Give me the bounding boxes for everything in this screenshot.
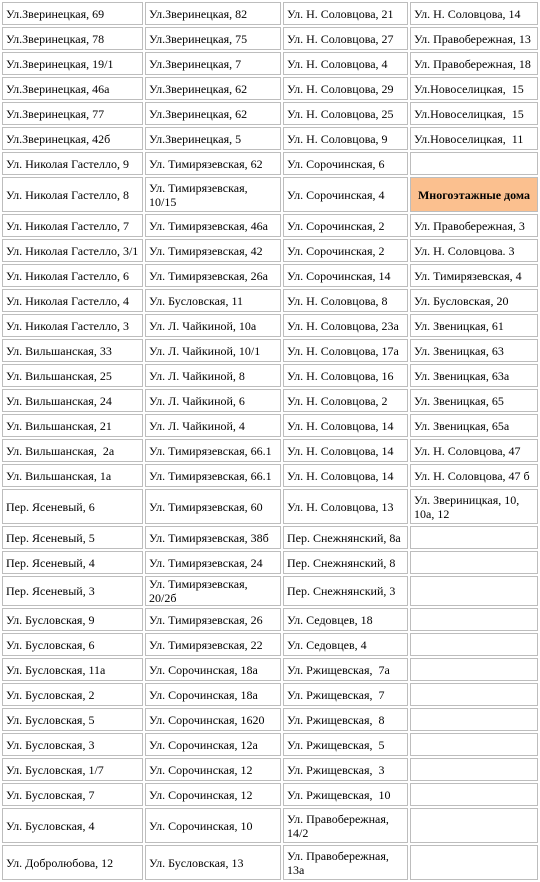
- table-cell: Ул. Звеницкая, 65: [410, 389, 538, 412]
- table-cell: Ул. Сорочинская, 4: [283, 177, 408, 212]
- table-row: [2, 52, 538, 75]
- table-cell: Ул. Вильшанская, 2а: [2, 439, 143, 462]
- table-row: [2, 576, 538, 606]
- table-cell: Ул.Зверинецкая, 42б: [2, 127, 143, 150]
- table-cell-empty: [410, 708, 538, 731]
- table-cell-empty: [410, 845, 538, 880]
- table-cell-empty: [410, 576, 538, 606]
- table-cell: Ул. Вильшанская, 1а: [2, 464, 143, 487]
- table-cell: Ул. Тимирязевская, 24: [145, 551, 281, 574]
- table-row: [2, 808, 538, 843]
- table-cell: Ул.Зверинецкая, 7: [145, 52, 281, 75]
- table-row: [2, 464, 538, 487]
- table-row: [2, 289, 538, 312]
- table-cell: Ул. Николая Гастелло, 9: [2, 152, 143, 175]
- table-cell: Ул. Ржищевская, 5: [283, 733, 408, 756]
- table-cell: Ул. Правобережная, 14/2: [283, 808, 408, 843]
- table-cell: Ул. Тимирязевская, 42: [145, 239, 281, 262]
- table-cell-empty: [410, 526, 538, 549]
- table-cell: Ул. Тимирязевская, 22: [145, 633, 281, 656]
- table-cell: Ул. Сорочинская, 2: [283, 214, 408, 237]
- table-row: [2, 526, 538, 549]
- table-cell: Ул. Седовцев, 18: [283, 608, 408, 631]
- table-cell: Ул. Николая Гастелло, 3: [2, 314, 143, 337]
- table-cell: Ул. Тимирязевская, 60: [145, 489, 281, 524]
- table-cell-empty: [410, 551, 538, 574]
- table-row: [2, 2, 538, 25]
- table-cell: Ул.Зверинецкая, 75: [145, 27, 281, 50]
- table-cell: Ул. Ржищевская, 3: [283, 758, 408, 781]
- table-cell: Ул. Вильшанская, 25: [2, 364, 143, 387]
- table-cell: Ул. Добролюбова, 12: [2, 845, 143, 880]
- table-cell-empty: [410, 783, 538, 806]
- table-cell: Ул. Л. Чайкиной, 8: [145, 364, 281, 387]
- table-cell: Ул. Н. Соловцова, 47: [410, 439, 538, 462]
- table-row: [2, 152, 538, 175]
- table-cell: Ул. Тимирязевская, 10/15: [145, 177, 281, 212]
- table-cell: Ул. Николая Гастелло, 7: [2, 214, 143, 237]
- table-cell: Ул. Тимирязевская, 38б: [145, 526, 281, 549]
- table-cell: Ул.Зверинецкая, 62: [145, 77, 281, 100]
- table-cell: Ул. Вильшанская, 33: [2, 339, 143, 362]
- table-cell: Ул. Сорочинская, 1620: [145, 708, 281, 731]
- table-cell: Ул. Вильшанская, 21: [2, 414, 143, 437]
- table-cell: Ул. Сорочинская, 12а: [145, 733, 281, 756]
- table-cell: Ул. Бусловская, 11: [145, 289, 281, 312]
- table-cell-empty: [410, 683, 538, 706]
- table-cell: Ул. Правобережная, 3: [410, 214, 538, 237]
- table-cell: Ул. Н. Соловцова, 21: [283, 2, 408, 25]
- table-cell: Ул. Н. Соловцова, 29: [283, 77, 408, 100]
- table-cell-empty: [410, 733, 538, 756]
- table-row: [2, 783, 538, 806]
- table-cell-empty: [410, 808, 538, 843]
- table-cell: Ул.Зверинецкая, 5: [145, 127, 281, 150]
- table-cell: Пер. Снежнянский, 8: [283, 551, 408, 574]
- table-cell: Ул. Н. Соловцова. 3: [410, 239, 538, 262]
- table-cell: Ул. Николая Гастелло, 3/1: [2, 239, 143, 262]
- table-cell: Ул. Н. Соловцова, 13: [283, 489, 408, 524]
- table-cell: Ул.Новоселицкая, 11: [410, 127, 538, 150]
- table-cell: Ул. Н. Соловцова, 4: [283, 52, 408, 75]
- table-cell: Ул. Тимирязевская, 4: [410, 264, 538, 287]
- table-row: [2, 658, 538, 681]
- table-cell: Ул. Звериницкая, 10, 10а, 12: [410, 489, 538, 524]
- table-cell: Ул. Бусловская, 20: [410, 289, 538, 312]
- table-cell: Пер. Ясеневый, 3: [2, 576, 143, 606]
- table-cell: Пер. Ясеневый, 4: [2, 551, 143, 574]
- table-cell: Ул.Зверинецкая, 19/1: [2, 52, 143, 75]
- table-cell: Ул. Бусловская, 6: [2, 633, 143, 656]
- table-cell: Ул. Сорочинская, 12: [145, 783, 281, 806]
- table-cell: Ул. Л. Чайкиной, 10а: [145, 314, 281, 337]
- table-row: [2, 733, 538, 756]
- table-cell: Ул. Бусловская, 5: [2, 708, 143, 731]
- table-cell: Ул.Зверинецкая, 46а: [2, 77, 143, 100]
- table-row: [2, 683, 538, 706]
- table-cell: Ул. Н. Соловцова, 14: [410, 2, 538, 25]
- table-cell: Ул. Бусловская, 2: [2, 683, 143, 706]
- address-table-body: [2, 2, 538, 880]
- table-cell: Ул. Звеницкая, 63а: [410, 364, 538, 387]
- table-row: [2, 551, 538, 574]
- table-cell: Ул. Тимирязевская, 46а: [145, 214, 281, 237]
- table-cell: Ул. Бусловская, 1/7: [2, 758, 143, 781]
- table-cell: Ул. Бусловская, 9: [2, 608, 143, 631]
- table-cell: Ул. Ржищевская, 8: [283, 708, 408, 731]
- table-cell: Ул. Звеницкая, 63: [410, 339, 538, 362]
- table-cell: Ул. Ржищевская, 7а: [283, 658, 408, 681]
- table-cell: Ул. Бусловская, 3: [2, 733, 143, 756]
- table-cell-empty: [410, 658, 538, 681]
- table-cell: Ул. Тимирязевская, 66.1: [145, 464, 281, 487]
- table-cell: Ул. Н. Соловцова, 14: [283, 414, 408, 437]
- table-cell: Ул. Звеницкая, 65а: [410, 414, 538, 437]
- table-cell: Ул.Зверинецкая, 62: [145, 102, 281, 125]
- table-cell: Ул. Николая Гастелло, 6: [2, 264, 143, 287]
- table-cell: Пер. Ясеневый, 5: [2, 526, 143, 549]
- table-cell: Ул. Л. Чайкиной, 6: [145, 389, 281, 412]
- table-cell: Ул. Н. Соловцова, 17а: [283, 339, 408, 362]
- table-cell: Ул.Зверинецкая, 78: [2, 27, 143, 50]
- table-row: [2, 264, 538, 287]
- table-row: [2, 364, 538, 387]
- table-row: [2, 633, 538, 656]
- table-cell: Ул. Ржищевская, 10: [283, 783, 408, 806]
- table-row: [2, 758, 538, 781]
- table-cell: Ул. Ржищевская, 7: [283, 683, 408, 706]
- section-header-multistorey: Многоэтажные дома: [410, 177, 538, 212]
- table-cell: Ул. Бусловская, 7: [2, 783, 143, 806]
- table-cell: Ул. Сорочинская, 12: [145, 758, 281, 781]
- table-cell: Ул. Н. Соловцова, 16: [283, 364, 408, 387]
- table-cell: Ул.Зверинецкая, 82: [145, 2, 281, 25]
- table-cell: Ул. Сорочинская, 18а: [145, 683, 281, 706]
- table-row: [2, 845, 538, 880]
- table-cell-empty: [410, 633, 538, 656]
- table-row: [2, 339, 538, 362]
- table-cell: Ул.Зверинецкая, 69: [2, 2, 143, 25]
- table-cell: Ул. Н. Соловцова, 8: [283, 289, 408, 312]
- table-row: [2, 708, 538, 731]
- table-cell: Ул. Правобережная, 13: [410, 27, 538, 50]
- table-cell: Ул. Н. Соловцова, 27: [283, 27, 408, 50]
- table-cell: Ул. Сорочинская, 10: [145, 808, 281, 843]
- table-row: [2, 239, 538, 262]
- table-cell: Ул. Н. Соловцова, 47 б: [410, 464, 538, 487]
- table-row: [2, 177, 538, 212]
- table-cell: Ул. Бусловская, 4: [2, 808, 143, 843]
- table-cell: Ул. Седовцев, 4: [283, 633, 408, 656]
- table-row: [2, 608, 538, 631]
- table-cell: Ул. Бусловская, 11а: [2, 658, 143, 681]
- table-cell-empty: [410, 152, 538, 175]
- table-cell: Ул. Правобережная, 13а: [283, 845, 408, 880]
- table-row: [2, 127, 538, 150]
- table-cell: Ул. Николая Гастелло, 4: [2, 289, 143, 312]
- table-cell-empty: [410, 758, 538, 781]
- table-cell: Ул. Николая Гастелло, 8: [2, 177, 143, 212]
- table-cell: Ул. Сорочинская, 2: [283, 239, 408, 262]
- table-row: [2, 414, 538, 437]
- table-cell: Ул.Новоселицкая, 15: [410, 77, 538, 100]
- table-cell: Ул. Н. Соловцова, 25: [283, 102, 408, 125]
- table-row: [2, 314, 538, 337]
- table-cell: Ул. Н. Соловцова, 14: [283, 464, 408, 487]
- table-cell: Пер. Снежнянский, 3: [283, 576, 408, 606]
- table-row: [2, 77, 538, 100]
- table-cell: Пер. Ясеневый, 6: [2, 489, 143, 524]
- table-cell: Ул. Н. Соловцова, 14: [283, 439, 408, 462]
- table-cell: Ул. Тимирязевская, 62: [145, 152, 281, 175]
- table-row: [2, 102, 538, 125]
- table-cell: Пер. Снежнянский, 8а: [283, 526, 408, 549]
- table-cell: Ул.Новоселицкая, 15: [410, 102, 538, 125]
- table-row: [2, 389, 538, 412]
- table-cell: Ул. Тимирязевская, 26: [145, 608, 281, 631]
- table-cell: Ул. Тимирязевская, 20/2б: [145, 576, 281, 606]
- table-row: [2, 214, 538, 237]
- table-cell: Ул. Звеницкая, 61: [410, 314, 538, 337]
- table-cell: Ул. Сорочинская, 14: [283, 264, 408, 287]
- table-row: [2, 439, 538, 462]
- table-cell: Ул. Бусловская, 13: [145, 845, 281, 880]
- table-cell: Ул. Правобережная, 18: [410, 52, 538, 75]
- table-cell: Ул. Н. Соловцова, 9: [283, 127, 408, 150]
- table-cell: Ул. Сорочинская, 6: [283, 152, 408, 175]
- table-cell: Ул. Н. Соловцова, 23а: [283, 314, 408, 337]
- table-cell: Ул. Л. Чайкиной, 10/1: [145, 339, 281, 362]
- table-row: [2, 489, 538, 524]
- table-cell: Ул. Сорочинская, 18а: [145, 658, 281, 681]
- table-cell-empty: [410, 608, 538, 631]
- table-cell: Ул. Вильшанская, 24: [2, 389, 143, 412]
- table-cell: Ул.Зверинецкая, 77: [2, 102, 143, 125]
- table-row: [2, 27, 538, 50]
- table-cell: Ул. Тимирязевская, 26а: [145, 264, 281, 287]
- table-cell: Ул. Тимирязевская, 66.1: [145, 439, 281, 462]
- table-cell: Ул. Н. Соловцова, 2: [283, 389, 408, 412]
- table-cell: Ул. Л. Чайкиной, 4: [145, 414, 281, 437]
